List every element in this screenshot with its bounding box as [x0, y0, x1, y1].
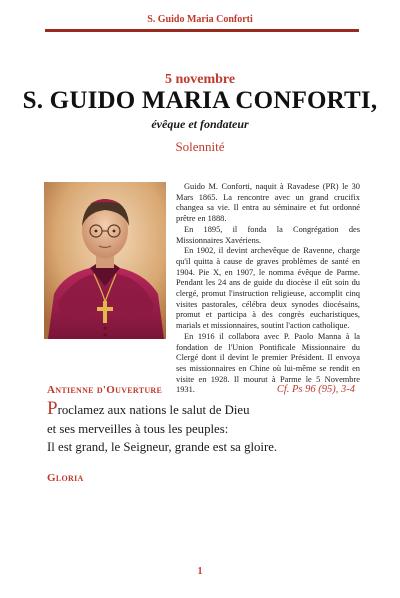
entrance-antiphon-reference: Cf. Ps 96 (95), 3-4 [276, 384, 355, 395]
entrance-antiphon-heading: Antienne d'Ouverture [47, 384, 163, 396]
feast-date: 5 novembre [164, 72, 236, 87]
antiphon-line: Il est grand, le Seigneur, grande est sa gloire. [47, 440, 278, 454]
bio-paragraph: Guido M. Conforti, naquit à Ravadese (PR) le 30 Mars 1865. La rencontre avec un grand crucifix changea sa vie. Il entra au séminaire et fut ordonné prêtre en 1888. [176, 182, 360, 224]
biography [176, 182, 360, 396]
bio-paragraph: En 1902, il devint archevêque de Ravenne, charge qu'il quitta à cause de graves problèmes de santé en 1904. Pie X, en 1907, le nomma évêque de Parme. Pendant les 24 ans de guide du diocèse il eût soin du clergé, promut l'instruction religieuse, accomplit cinq visites pastorales, célébra deux synodes diocésains, promut et participa à des congrès eucharistiques, marials et missionnaires, soutint l'action catholique. [176, 246, 360, 331]
gloria-heading: Gloria [47, 472, 84, 484]
page-number: 1 [197, 566, 203, 577]
saint-subtitle: évêque et fondateur [151, 117, 249, 131]
liturgical-rank: Solennité [175, 139, 225, 154]
antiphon-line: et ses merveilles à tous les peuples: [47, 421, 229, 436]
drop-cap: P [47, 398, 58, 419]
bio-paragraph: En 1916 il collabora avec P. Paolo Manna à la fondation de l'Union Pontificale Missionnaire du Clergé dont il devint le premier Président. Il envoya ses missionnaires en Chine où lui-même se rendit en visite en 1928. Il mourut à Parme le 5 Novembre 1931. [176, 331, 360, 395]
antiphon-line-text: roclamez aux nations le salut de Dieu [57, 403, 250, 417]
antiphon-line [47, 400, 367, 420]
entrance-antiphon [47, 400, 367, 457]
running-head: S. Guido Maria Conforti [147, 14, 253, 25]
saint-title: S. GUIDO MARIA CONFORTI, [22, 87, 378, 114]
header-rule [45, 29, 359, 32]
bio-paragraph: En 1895, il fonda la Congrégation des Missionnaires Xavériens. [176, 224, 360, 245]
saint-portrait [44, 182, 166, 339]
